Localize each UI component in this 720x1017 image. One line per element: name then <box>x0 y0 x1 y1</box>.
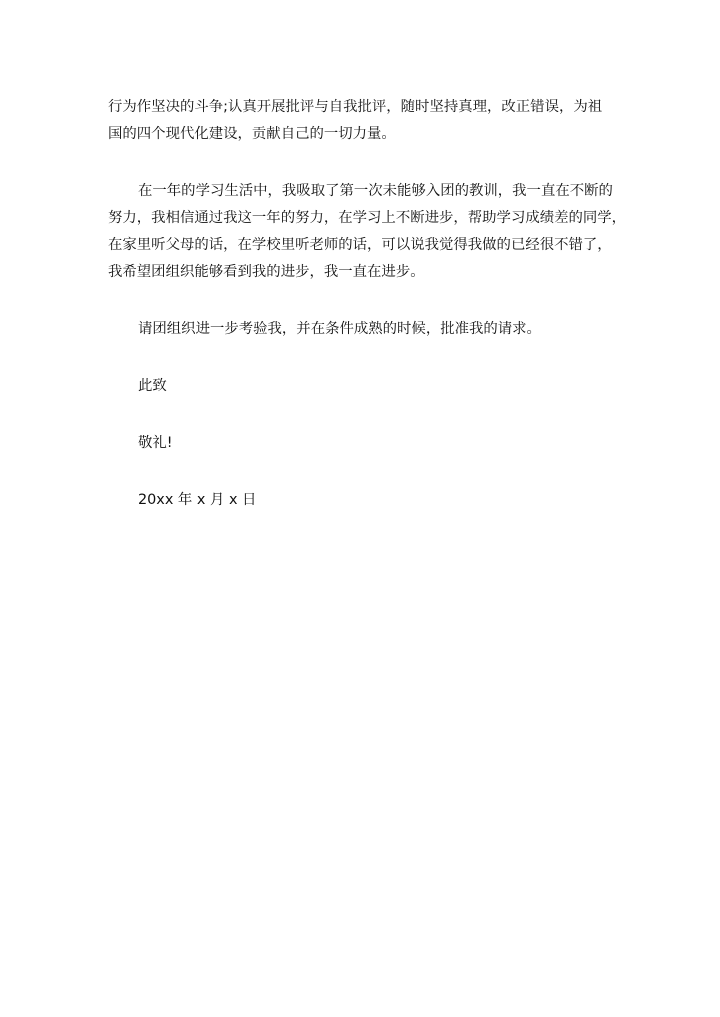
paragraph-2-line-2: 努力，我相信通过我这一年的努力，在学习上不断进步，帮助学习成绩差的同学， <box>108 210 627 226</box>
paragraph-1 <box>108 94 613 148</box>
paragraph-3: 请团组织进一步考验我，并在条件成熟的时候，批准我的请求。 <box>138 321 541 337</box>
paragraph-2-line-4: 我希望团组织能够看到我的进步，我一直在进步。 <box>108 264 425 280</box>
closing-salutation: 此致 <box>138 378 167 394</box>
paragraph-2-line-1: 在一年的学习生活中，我吸取了第一次未能够入团的教训，我一直在不断的 <box>138 183 613 199</box>
closing-respect: 敬礼! <box>138 435 173 451</box>
document-date: 20xx 年 x 月 x 日 <box>138 492 257 508</box>
document-body <box>108 94 627 514</box>
paragraph-1-line-2: 国的四个现代化建设，贡献自己的一切力量。 <box>108 126 396 142</box>
paragraph-2 <box>108 178 627 286</box>
paragraph-2-line-3: 在家里听父母的话，在学校里听老师的话，可以说我觉得我做的已经很不错了， <box>108 237 612 253</box>
paragraph-1-line-1: 行为作坚决的斗争;认真开展批评与自我批评，随时坚持真理，改正错误，为祖 <box>108 99 603 115</box>
